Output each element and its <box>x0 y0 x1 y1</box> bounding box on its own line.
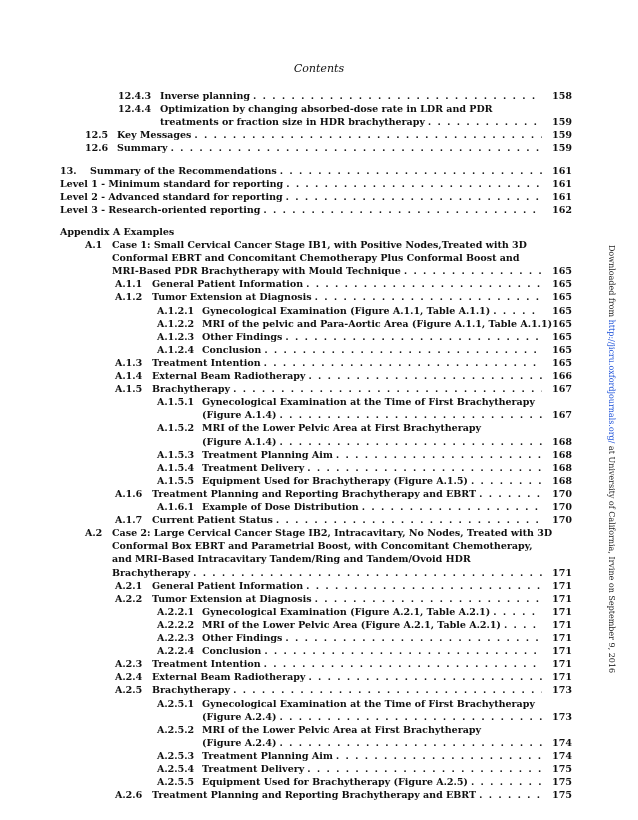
dot-leader <box>285 632 542 646</box>
toc-entry-page: 170 <box>552 488 572 500</box>
download-notice <box>596 245 616 674</box>
toc-entry-number: A.2 <box>85 528 103 540</box>
toc-entry-title-text: Summary of the Recommendations <box>90 165 277 177</box>
toc-entry[interactable] <box>60 344 572 358</box>
toc-entry-page: 171 <box>552 619 572 631</box>
toc-entry-page: 171 <box>552 567 572 579</box>
toc-entry-title <box>112 527 552 541</box>
toc-entry-number: A.1.2.2 <box>157 318 195 330</box>
toc-entry[interactable] <box>60 409 572 423</box>
toc-entry[interactable] <box>60 632 572 646</box>
toc-entry-title <box>152 580 542 594</box>
toc-entry[interactable] <box>60 265 572 279</box>
toc-entry-title-text: Summary <box>117 143 168 155</box>
toc-entry[interactable] <box>60 357 572 371</box>
toc-entry-page: 162 <box>552 204 572 216</box>
toc-entry-title <box>112 540 533 554</box>
toc-entry[interactable] <box>60 737 572 751</box>
toc-entry[interactable] <box>60 436 572 450</box>
toc-entry-title <box>202 645 542 659</box>
toc-entry-title <box>112 553 471 567</box>
toc-entry-title-text: Gynecological Examination (Figure A.2.1, Table A.2.1) <box>202 606 491 618</box>
toc-entry-title-text: Level 2 - Advanced standard for reporting <box>60 191 283 203</box>
toc-entry-page: 165 <box>552 266 572 278</box>
toc-entry-title <box>152 789 542 803</box>
toc-entry[interactable] <box>60 763 572 777</box>
toc-entry-page: 158 <box>552 91 572 102</box>
toc-entry-page: 165 <box>552 305 572 317</box>
toc-entry-page: 165 <box>552 279 572 291</box>
toc-entry[interactable] <box>60 619 572 633</box>
toc-entry-number: A.1.5.4 <box>157 462 195 474</box>
dot-leader <box>307 763 542 777</box>
dot-leader <box>286 191 542 205</box>
dot-leader <box>194 129 542 143</box>
toc-entry-title <box>202 422 481 436</box>
toc-entry-title-text: MRI of the Lower Pelvic Area at First Brachytherapy <box>202 724 482 736</box>
dot-leader <box>493 606 542 620</box>
toc-entry-page: 159 <box>552 143 572 155</box>
toc-entry-page: 159 <box>552 117 572 129</box>
toc-entry-number: A.2.5 <box>115 685 143 697</box>
toc-entry-title-text: MRI of the pelvic and Para-Aortic Area (Figure A.1.1, Table A.1.1) <box>202 318 553 330</box>
running-header: Contents <box>293 62 345 75</box>
toc-entry[interactable] <box>60 553 572 567</box>
toc-entry-page: 168 <box>552 449 572 461</box>
toc-entry[interactable] <box>60 776 572 790</box>
toc-entry-title-text: Brachytherapy <box>152 685 231 697</box>
toc-entry-title-text: External Beam Radiotherapy <box>152 672 306 684</box>
toc-entry[interactable] <box>60 204 572 218</box>
toc-entry-title <box>152 278 542 292</box>
toc-entry-number: A.2.5.2 <box>157 724 195 736</box>
toc-entry-title-text: Level 3 - Research-oriented reporting <box>60 204 261 216</box>
toc-entry[interactable] <box>60 396 572 410</box>
dot-leader <box>336 750 542 764</box>
toc-entry-title-text: Brachytherapy <box>112 567 191 579</box>
toc-entry-title <box>202 750 542 764</box>
toc-entry-page: 167 <box>552 384 572 396</box>
toc-entry-title-text: treatments or fraction size in HDR brachytherapy <box>160 117 425 129</box>
toc-entry[interactable] <box>60 449 572 463</box>
toc-entry[interactable] <box>60 318 572 332</box>
dot-leader <box>171 142 542 156</box>
toc-entry[interactable] <box>60 724 572 738</box>
toc-entry-title <box>152 383 542 397</box>
toc-entry-title <box>152 593 542 607</box>
toc-entry-page: 173 <box>552 711 572 723</box>
toc-entry[interactable] <box>60 142 572 156</box>
dot-leader <box>279 711 542 725</box>
toc-entry-title-text: Treatment Intention <box>152 659 261 671</box>
toc-entry-title-text: MRI of the Lower Pelvic Area (Figure A.2.1, Table A.2.1) <box>202 619 501 631</box>
toc-entry-title-text: Tumor Extension at Diagnosis <box>152 292 312 304</box>
toc-entry-title <box>160 116 542 130</box>
dot-leader <box>233 684 542 698</box>
dot-leader <box>504 619 542 633</box>
toc-entry-title <box>202 763 542 777</box>
dot-leader <box>286 178 542 192</box>
toc-entry-title <box>160 103 493 117</box>
toc-entry[interactable] <box>60 645 572 659</box>
toc-entry[interactable] <box>60 226 572 240</box>
dot-leader <box>315 291 542 305</box>
toc-entry-title-text: Gynecological Examination at the Time of First Brachytherapy <box>202 397 535 409</box>
toc-entry-title <box>202 606 542 620</box>
toc-entry-page: 175 <box>552 764 572 775</box>
toc-entry-title-text: Equipment Used for Brachytherapy (Figure A.2.5) <box>202 777 468 789</box>
dot-leader <box>362 501 542 515</box>
toc-entry-page: 168 <box>552 436 572 448</box>
toc-entry-page: 165 <box>552 357 572 369</box>
dot-leader <box>264 357 542 371</box>
toc-entry[interactable] <box>60 475 572 489</box>
toc-entry-title <box>60 178 542 192</box>
toc-entry-title-text: Inverse planning <box>160 91 250 102</box>
toc-entry-title <box>202 396 535 410</box>
toc-entry-number: A.1.2.4 <box>157 344 195 356</box>
toc-entry-number: 12.5 <box>85 130 109 142</box>
toc-entry[interactable] <box>60 129 572 143</box>
toc-entry-title-text: Other Findings <box>202 331 283 343</box>
toc-entry[interactable] <box>60 239 572 253</box>
toc-entry-title-text: Case 2: Large Cervical Cancer Stage IB2, Intracavitary, No Nodes, Treated with 3D <box>112 528 553 540</box>
toc-entry-number: A.2.1 <box>115 580 143 592</box>
toc-entry-number: A.2.6 <box>115 790 143 802</box>
toc-entry-title <box>117 142 542 156</box>
toc-entry-title <box>202 501 542 515</box>
toc-entry[interactable] <box>60 501 572 515</box>
toc-entry-number: A.1.6.1 <box>157 502 195 513</box>
toc-entry[interactable] <box>60 370 572 384</box>
toc-entry-number: A.2.5.5 <box>157 777 195 789</box>
toc-entry-number: A.2.2.3 <box>157 633 195 644</box>
toc-entry-title <box>112 239 527 253</box>
toc-entry-title-text: Gynecological Examination at the Time of First Brachytherapy <box>202 698 535 710</box>
toc-entry-title <box>112 567 542 581</box>
toc-entry-title <box>90 165 542 179</box>
toc-entry-page: 171 <box>552 672 572 684</box>
toc-entry-title-text: External Beam Radiotherapy <box>152 371 306 382</box>
toc-entry-number: 12.4.3 <box>118 91 152 102</box>
dot-leader <box>471 475 542 489</box>
toc-entry-number: A.1.6 <box>115 488 143 500</box>
dot-leader <box>308 671 542 685</box>
toc-entry-title-text: Current Patient Status <box>152 515 273 527</box>
toc-entry[interactable] <box>60 462 572 476</box>
toc-entry-number: A.2.2.1 <box>157 606 195 618</box>
dot-leader <box>263 204 542 218</box>
toc-entry-title-text: (Figure A.2.4) <box>202 737 277 749</box>
toc-entry-page: 170 <box>552 515 572 527</box>
toc-entry-title <box>152 357 542 371</box>
toc-entry-title-text: Conclusion <box>202 344 262 356</box>
toc-entry-page: 168 <box>552 462 572 474</box>
toc-entry-title <box>202 318 552 332</box>
toc-entry-title <box>152 514 542 528</box>
dot-leader <box>315 593 542 607</box>
toc-entry-number: A.1.2 <box>115 292 143 304</box>
toc-entry-title <box>202 409 542 423</box>
toc-entry[interactable] <box>60 291 572 305</box>
dot-leader <box>471 776 542 790</box>
toc-entry-page: 175 <box>552 790 572 802</box>
toc-entry-title-text: Example of Dose Distribution <box>202 502 359 513</box>
toc-entry-number: A.1.1 <box>115 279 143 291</box>
dot-leader <box>306 278 542 292</box>
toc-entry-page: 171 <box>552 633 572 644</box>
toc-entry-title <box>112 252 519 266</box>
toc-entry[interactable] <box>60 116 572 130</box>
toc-entry-title-text: General Patient Information <box>152 279 304 291</box>
toc-entry-title-text: Conformal Box EBRT and Parametrial Boost, with Concomitant Chemotherapy, <box>112 541 533 553</box>
download-notice-suffix: at University of California, Irvine on September 9, 2016 <box>607 443 616 674</box>
toc-entry[interactable] <box>60 383 572 397</box>
toc-entry-title <box>202 776 542 790</box>
toc-entry-title-text: General Patient Information <box>152 580 304 592</box>
toc-entry[interactable] <box>60 331 572 345</box>
toc-entry[interactable] <box>60 178 572 192</box>
toc-entry-page: 167 <box>552 410 572 422</box>
dot-leader <box>276 514 542 528</box>
toc-entry-number: A.1.5.3 <box>157 449 195 461</box>
toc-entry-title-text: (Figure A.2.4) <box>202 711 277 723</box>
dot-leader <box>279 409 542 423</box>
dot-leader <box>279 737 542 751</box>
toc-entry-title-text: Treatment Intention <box>152 357 261 369</box>
toc-entry-title-text: Other Findings <box>202 633 283 644</box>
toc-entry-title <box>202 737 542 751</box>
toc-entry-title-text: Treatment Delivery <box>202 764 305 775</box>
toc-entry-number: A.1.4 <box>115 371 143 382</box>
toc-entry-title <box>202 449 542 463</box>
toc-entry-number: A.1.5.1 <box>157 397 195 409</box>
toc-entry[interactable] <box>60 658 572 672</box>
toc-entry-title-text: (Figure A.1.4) <box>202 410 277 422</box>
toc-entry[interactable] <box>60 671 572 685</box>
dot-leader <box>307 462 542 476</box>
toc-entry-title <box>202 436 542 450</box>
toc-entry-number: 12.4.4 <box>118 104 152 116</box>
toc-entry[interactable] <box>60 540 572 554</box>
toc-entry[interactable] <box>60 684 572 698</box>
dot-leader <box>479 488 542 502</box>
toc-entry-title <box>202 711 542 725</box>
toc-entry-title-text: Optimization by changing absorbed-dose rate in LDR and PDR <box>160 104 493 116</box>
toc-entry-page: 171 <box>552 580 572 592</box>
dot-leader <box>428 116 542 130</box>
toc-entry-number: A.2.3 <box>115 659 143 671</box>
toc-entry-page: 165 <box>552 318 572 330</box>
toc-entry[interactable] <box>60 698 572 712</box>
toc-entry-title-text: Treatment Planning Aim <box>202 750 333 762</box>
toc-entry-title-text: Gynecological Examination (Figure A.1.1, Table A.1.1) <box>202 305 491 317</box>
toc-entry-page: 171 <box>552 606 572 618</box>
toc-entry-page: 171 <box>552 646 572 658</box>
toc-entry-title <box>202 462 542 476</box>
toc-entry-number: A.1.5.2 <box>157 423 195 435</box>
toc-entry-number: A.1.5.5 <box>157 475 195 487</box>
toc-entry-title <box>202 331 542 345</box>
toc-entry-title <box>202 619 542 633</box>
dot-leader <box>233 383 542 397</box>
toc-entry-page: 166 <box>552 371 572 382</box>
toc-entry-title <box>202 632 542 646</box>
toc-entry[interactable] <box>60 305 572 319</box>
toc-entry-title <box>152 291 542 305</box>
toc-entry[interactable] <box>60 422 572 436</box>
toc-entry-title <box>202 305 542 319</box>
toc-entry[interactable] <box>60 750 572 764</box>
toc-entry-title <box>60 191 542 205</box>
toc-entry-number: A.2.5.1 <box>157 698 195 710</box>
toc-entry-title <box>152 488 542 502</box>
toc-entry-page: 173 <box>552 685 572 697</box>
toc-entry-title <box>202 698 535 712</box>
toc-entry-page: 159 <box>552 130 572 142</box>
toc-entry-title-text: MRI-Based PDR Brachytherapy with Mould Technique <box>112 266 401 278</box>
dot-leader <box>493 305 542 319</box>
toc-entry-title-text: Conformal EBRT and Concomitant Chemotherapy Plus Conformal Boost and <box>112 253 520 265</box>
toc-entry-page: 170 <box>552 502 572 513</box>
toc-entry-title <box>152 671 542 685</box>
toc-entry-title <box>202 724 481 738</box>
dot-leader <box>306 580 542 594</box>
download-notice-prefix: Downloaded from <box>607 245 616 320</box>
toc-entry[interactable] <box>60 514 572 528</box>
dot-leader <box>280 165 542 179</box>
dot-leader <box>285 331 542 345</box>
toc-entry[interactable] <box>60 789 572 803</box>
journal-link[interactable]: http://jicru.oxfordjournals.org/ <box>607 319 616 444</box>
toc-entry-number: A.1.2.1 <box>157 305 195 317</box>
toc-entry-page: 165 <box>552 344 572 356</box>
toc-entry-page: 161 <box>552 191 572 203</box>
toc-entry[interactable] <box>60 606 572 620</box>
toc-entry-title <box>202 475 542 489</box>
toc-entry-title <box>152 658 542 672</box>
toc-entry-title-text: (Figure A.1.4) <box>202 436 277 448</box>
toc-entry-title-text: Case 1: Small Cervical Cancer Stage IB1, with Positive Nodes,Treated with 3D <box>112 240 527 251</box>
dot-leader <box>264 344 542 358</box>
dot-leader <box>253 90 542 104</box>
dot-leader <box>264 645 542 659</box>
dot-leader <box>193 567 542 581</box>
toc-entry-page: 161 <box>552 178 572 190</box>
dot-leader <box>336 449 542 463</box>
toc-entry[interactable] <box>60 103 572 117</box>
dot-leader <box>404 265 542 279</box>
toc-entry-title-text: MRI of the Lower Pelvic Area at First Brachytherapy <box>202 423 482 435</box>
toc-entry-number: 13. <box>60 165 77 177</box>
toc-entry-title-text: Treatment Planning and Reporting Brachytherapy and EBRT <box>152 488 477 500</box>
toc-entry-title-text: Treatment Planning Aim <box>202 449 333 461</box>
toc-entry-title <box>152 370 542 384</box>
toc-entry-page: 175 <box>552 777 572 789</box>
dot-leader <box>479 789 542 803</box>
toc-entry-page: 171 <box>552 593 572 605</box>
dot-leader <box>279 436 542 450</box>
toc-entry-number: A.1.5 <box>115 384 143 396</box>
dot-leader <box>264 658 542 672</box>
toc-entry[interactable] <box>60 593 572 607</box>
toc-entry-page: 174 <box>552 737 572 749</box>
toc-entry-number: A.2.5.4 <box>157 764 195 775</box>
toc-entry[interactable] <box>60 567 572 581</box>
toc-entry-number: A.1.3 <box>115 357 143 369</box>
toc-entry[interactable] <box>60 191 572 205</box>
toc-entry-title-text: Treatment Planning and Reporting Brachytherapy and EBRT <box>152 790 477 802</box>
toc-entry[interactable] <box>60 278 572 292</box>
toc-entry-number: A.1.7 <box>115 515 143 527</box>
toc-entry-title <box>60 226 174 240</box>
toc-entry-title <box>202 344 542 358</box>
toc-entry-title-text: Treatment Delivery <box>202 462 305 474</box>
toc-entry-number: A.2.2.4 <box>157 646 195 658</box>
toc-entry[interactable] <box>60 527 572 541</box>
toc-entry[interactable] <box>60 165 572 179</box>
toc-entry[interactable] <box>60 488 572 502</box>
toc-entry-number: 12.6 <box>85 143 109 155</box>
toc-entry-title <box>117 129 542 143</box>
toc-entry-number: A.2.2 <box>115 593 143 605</box>
toc-entry-page: 161 <box>552 165 572 177</box>
toc-entry-title <box>152 684 542 698</box>
toc-entry-title-text: Key Messages <box>117 130 192 142</box>
toc-entry[interactable] <box>60 252 572 266</box>
toc-entry-title-text: and MRI-Based Intracavitary Tandem/Ring and Tandem/Ovoid HDR <box>112 554 471 566</box>
toc-entry[interactable] <box>60 90 572 104</box>
toc-entry-page: 165 <box>552 292 572 304</box>
toc-entry-title-text: Appendix A Examples <box>60 226 175 238</box>
toc-entry-page: 174 <box>552 750 572 762</box>
toc-entry-title-text: Tumor Extension at Diagnosis <box>152 593 312 605</box>
toc-entry-title-text: Equipment Used for Brachytherapy (Figure A.1.5) <box>202 475 468 487</box>
toc-entry-number: A.1 <box>85 240 103 251</box>
toc-entry-number: A.1.2.3 <box>157 331 195 343</box>
toc-entry-number: A.2.2.2 <box>157 619 195 631</box>
toc-entry-page: 171 <box>552 659 572 671</box>
toc-entry-page: 165 <box>552 331 572 343</box>
toc-entry[interactable] <box>60 580 572 594</box>
toc-entry-number: A.2.4 <box>115 672 143 684</box>
toc-entry-title <box>160 90 542 104</box>
toc-entry-number: A.2.5.3 <box>157 750 195 762</box>
toc-entry[interactable] <box>60 711 572 725</box>
toc-entry-title <box>112 265 542 279</box>
toc-entry-title-text: Conclusion <box>202 646 262 658</box>
toc-entry-title-text: Level 1 - Minimum standard for reporting <box>60 178 284 190</box>
dot-leader <box>308 370 542 384</box>
toc-entry-page: 168 <box>552 475 572 487</box>
toc-entry-title <box>60 204 542 218</box>
toc-entry-title-text: Brachytherapy <box>152 384 231 396</box>
